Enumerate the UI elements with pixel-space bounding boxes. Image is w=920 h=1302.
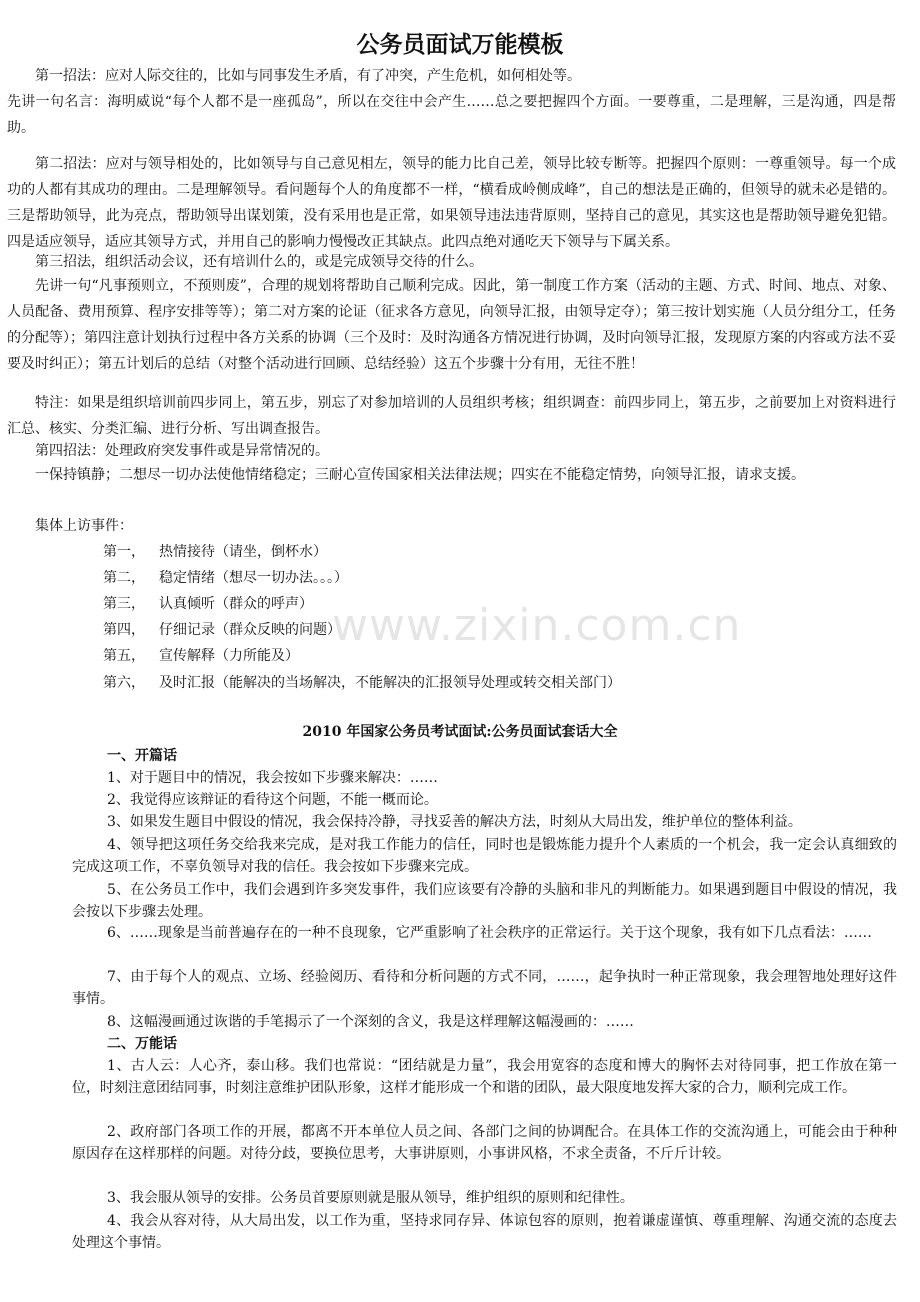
paragraph-petition: 集体上访事件： (35, 518, 133, 534)
list-item: 7、由于每个人的观点、立场、经验阅历、看待和分析问题的方式不同，……，起争执时一种正常现象，我会理智地处理好这件事情。 (72, 969, 897, 1007)
list-item: 1、古人云：人心齐，泰山移。我们也常说：“团结就是力量”，我会用宽容的态度和博大的胸怀去对待同事，把工作放在第一位，时刻注意团结同事，时刻注意维护团队形象，这样才能形成一个和谐的团队，最大限度地发挥大家的合力，顺利完成工作。 (72, 1058, 897, 1096)
list-item: 8、这幅漫画通过诙谐的手笔揭示了一个深刻的含义，我是这样理解这幅漫画的：…… (107, 1014, 634, 1030)
list-item: 5、在公务员工作中，我们会遇到许多突发事件，我们应该要有冷静的头脑和非凡的判断能力。如果遇到题目中假设的情况，我会按以下步骤去处理。 (72, 882, 897, 920)
watermark: www.zixin.com.cn (332, 600, 742, 651)
paragraph-method-2: 第二招法：应对与领导相处的，比如领导与自己意见相左，领导的能力比自己差，领导比较专断等。把握四个原则：一尊重领导。每一个成功的人都有其成功的理由。二是理解领导。看问题每个人的角度都不一样，“横看成岭侧成峰”，自己的想法是正确的，但领导的就未必是错的。三是帮助领导，此为亮点，帮助领导出谋划策，没有采用也是正常，如果领导违法违背原则，坚持自己的意见，其实这也是帮助领导避免犯错。四是适应领导，适应其领导方式，并用自己的影响力慢慢改正其缺点。此四点绝对通吃天下领导与下属关系。 (7, 156, 896, 250)
list-item (103, 591, 313, 617)
paragraph-emergency: 一保持镇静；二想尽一切办法使他情绪稳定；三耐心宣传国家相关法律法规；四实在不能稳定情势，向领导汇报，请求支援。 (35, 467, 805, 483)
heading-universal: 二、万能话 (107, 1036, 177, 1052)
step-label: 第二， (103, 570, 145, 586)
list-item (103, 643, 299, 669)
step-text: 热情接待（请坐，倒杯水） (159, 544, 327, 560)
step-label: 第一， (103, 544, 145, 560)
list-item: 6、……现象是当前普遍存在的一种不良现象，它严重影响了社会秩序的正常运行。关于这个现象，我有如下几点看法：…… (107, 925, 872, 941)
paragraph-quote: 先讲一句名言：海明威说“每个人都不是一座孤岛”，所以在交往中会产生……总之要把握四个方面。一要尊重，二是理解，三是沟通，四是帮助。 (7, 94, 896, 136)
list-item: 4、我会从容对待，从大局出发，以工作为重，坚持求同存异、体谅包容的原则，抱着谦虚谨慎、尊重理解、沟通交流的态度去处理这个事情。 (72, 1213, 897, 1251)
list-item (103, 617, 341, 643)
paragraph-method-1: 第一招法：应对人际交往的，比如与同事发生矛盾，有了冲突，产生危机，如何相处等。 (35, 68, 581, 84)
paragraph-planning: 先讲一句“凡事预则立，不预则废”，合理的规划将帮助自己顺利完成。因此，第一制度工作方案（活动的主题、方式、时间、地点、对象、人员配备、费用预算、程序安排等等）；第二对方案的论证（征求各方意见，向领导汇报，由领导定夺）；第三按计划实施（人员分组分工，任务的分配等）；第四注意计划执行过程中各方关系的协调（三个及时：及时沟通各方情况进行协调，及时向领导汇报，发现原方案的内容或方法不妥要及时纠正）；第五计划后的总结（对整个活动进行回顾、总结经验）这五个步骤十分有用，无往不胜！ (7, 278, 896, 372)
list-item (103, 565, 348, 591)
paragraph-method-3: 第三招法，组织活动会议，还有培训什么的，或是完成领导交待的什么。 (35, 254, 483, 270)
list-item: 2、政府部门各项工作的开展，都离不开本单位人员之间、各部门之间的协调配合。在具体工作的交流沟通上，可能会由于种种原因存在这样那样的问题。对待分歧，要换位思考，大事讲原则，小事讲风格，不求全责备，不斤斤计较。 (72, 1124, 897, 1162)
section-title: 2010 年国家公务员考试面试:公务员面试套话大全 (302, 724, 618, 740)
list-item (103, 670, 621, 696)
step-text: 认真倾听（群众的呼声） (159, 596, 313, 612)
step-label: 第六， (103, 675, 145, 691)
step-text: 及时汇报（能解决的当场解决，不能解决的汇报领导处理或转交相关部门） (159, 675, 621, 691)
list-item: 3、我会服从领导的安排。公务员首要原则就是服从领导，维护组织的原则和纪律性。 (107, 1190, 634, 1206)
step-text: 稳定情绪（想尽一切办法。。。） (159, 570, 348, 586)
list-item (103, 539, 327, 565)
step-label: 第五， (103, 648, 145, 664)
document-title: 公务员面试万能模板 (356, 32, 564, 58)
list-item: 4、领导把这项任务交给我来完成，是对我工作能力的信任，同时也是锻炼能力提升个人素质的一个机会，我一定会认真细致的完成这项工作，不辜负领导对我的信任。我会按如下步骤来完成。 (72, 837, 897, 875)
list-item: 1、对于题目中的情况，我会按如下步骤来解决：…… (107, 770, 438, 786)
step-label: 第三， (103, 596, 145, 612)
list-item: 2、我觉得应该辩证的看待这个问题，不能一概而论。 (107, 792, 438, 808)
step-text: 仔细记录（群众反映的问题） (159, 622, 341, 638)
heading-opening: 一、开篇话 (107, 748, 177, 764)
step-label: 第四， (103, 622, 145, 638)
step-text: 宣传解释（力所能及） (159, 648, 299, 664)
paragraph-special-note: 特注：如果是组织培训前四步同上，第五步，别忘了对参加培训的人员组织考核；组织调查：前四步同上，第五步，之前要加上对资料进行汇总、核实、分类汇编、进行分析、写出调查报告。 (7, 395, 896, 437)
paragraph-method-4: 第四招法：处理政府突发事件或是异常情况的。 (35, 443, 329, 459)
list-item: 3、如果发生题目中假设的情况，我会保持冷静，寻找妥善的解决方法，时刻从大局出发，维护单位的整体利益。 (107, 814, 802, 830)
